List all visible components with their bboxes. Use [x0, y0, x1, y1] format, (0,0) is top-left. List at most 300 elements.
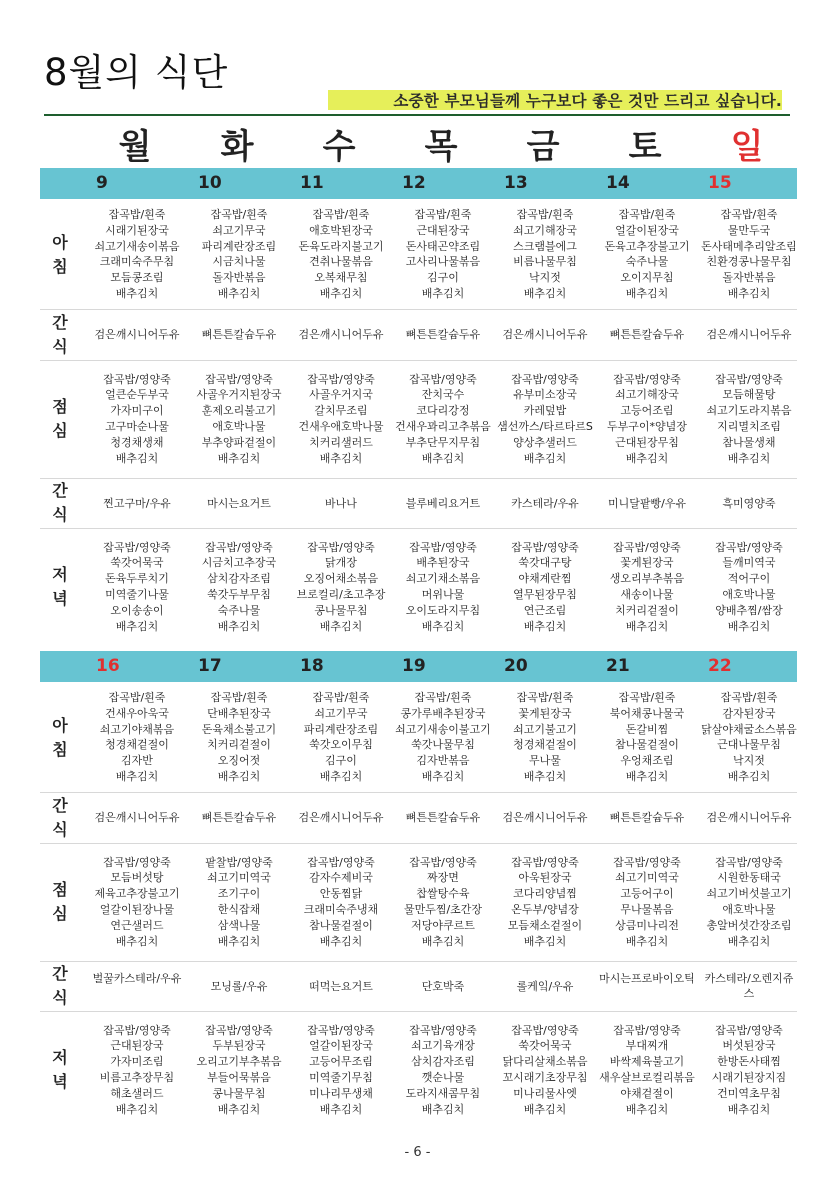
- menu-item: 잡곡밥/흰죽: [210, 208, 268, 222]
- menu-item: 잡곡밥/흰죽: [312, 208, 370, 222]
- menu-cell-snack1: 검은깨시니어두유: [298, 811, 384, 824]
- menu-item: 아욱된장국: [518, 871, 572, 885]
- meal-label-dinner: 저 녁: [52, 565, 68, 608]
- menu-item: 낙지젓: [529, 271, 561, 285]
- menu-item: 잡곡밥/흰죽: [516, 691, 574, 705]
- week-2: [40, 651, 797, 1131]
- menu-cell-snack2: 카스테라/우유: [511, 496, 579, 510]
- menu-item: 돈육채소불고기: [201, 722, 277, 736]
- menu-cell-dinner: [188, 540, 290, 635]
- menu-item: 꽃게된장국: [620, 556, 674, 570]
- menu-item: 고구마순나물: [105, 419, 169, 433]
- menu-item: 배추김치: [523, 1102, 567, 1116]
- row-divider: [40, 360, 797, 361]
- menu-item: 유부미소장국: [513, 388, 577, 402]
- menu-item: 잡곡밥/영양죽: [511, 540, 579, 554]
- menu-cell-snack2: 블루베리요거트: [405, 496, 481, 510]
- menu-item: 배추김치: [217, 770, 261, 784]
- menu-item: 애호박나물: [722, 587, 776, 601]
- menu-item: 잡곡밥/영양죽: [103, 540, 171, 554]
- menu-item: 쇠고기육개장: [411, 1039, 475, 1053]
- menu-item: 쇠고기새송이불고기: [395, 722, 491, 736]
- menu-cell-snack1: 검은깨시니어두유: [706, 328, 792, 341]
- menu-item: 잡곡밥/영양죽: [205, 1023, 273, 1037]
- menu-item: 청경채겉절이: [105, 738, 169, 752]
- menu-cell-breakfast: [188, 207, 290, 302]
- menu-item: 청경채겉절이: [513, 738, 577, 752]
- menu-item: 잡곡밥/영양죽: [103, 372, 171, 386]
- menu-cell-breakfast: [290, 690, 392, 785]
- menu-item: 배추김치: [523, 287, 567, 301]
- menu-item: 돈육두루치기: [105, 572, 169, 586]
- menu-item: 모듬콩조림: [110, 271, 164, 285]
- menu-item: 삼치감자조림: [411, 1055, 475, 1069]
- menu-item: 잡곡밥/영양죽: [307, 540, 375, 554]
- menu-item: 미역줄기무침: [309, 1070, 373, 1084]
- menu-item: 야채계란찜: [518, 572, 572, 586]
- menu-item: 무나물: [529, 754, 561, 768]
- menu-item: 배추김치: [319, 451, 363, 465]
- menu-item: 잡곡밥/흰죽: [312, 691, 370, 705]
- menu-cell-snack1: 뼈튼튼칼슘두유: [201, 328, 277, 341]
- menu-cell-dinner: [596, 540, 698, 635]
- meal-label-lunch: 점 심: [52, 880, 68, 923]
- menu-item: 배추김치: [217, 1102, 261, 1116]
- menu-item: 지리멸치조림: [717, 419, 781, 433]
- menu-item: 잡곡밥/흰죽: [210, 691, 268, 705]
- menu-cell-lunch: [188, 855, 290, 950]
- menu-item: 쑥갓어묵국: [518, 1039, 572, 1053]
- menu-item: 온두부/양념장: [511, 902, 579, 916]
- menu-item: 물만두찜/초간장: [403, 902, 483, 916]
- menu-item: 크래미숙주냉채: [303, 902, 379, 916]
- menu-cell-snack2: 마시는요거트: [207, 496, 271, 510]
- menu-item: 한식잡채: [217, 902, 261, 916]
- menu-item: 쑥갓대구탕: [518, 556, 572, 570]
- menu-item: 물만두국: [727, 223, 771, 237]
- menu-item: 팥찰밥/영양죽: [205, 855, 273, 869]
- menu-cell-snack1: 검은깨시니어두유: [94, 811, 180, 824]
- menu-item: 참나물겉절이: [615, 738, 679, 752]
- menu-cell-breakfast: [86, 690, 188, 785]
- menu-item: 배추김치: [115, 287, 159, 301]
- menu-item: 건미역초무침: [717, 1086, 781, 1100]
- menu-item: 배추김치: [421, 619, 465, 633]
- menu-item: 잡곡밥/영양죽: [511, 1023, 579, 1037]
- date-bar: [40, 651, 797, 682]
- menu-item: 연근조림: [523, 603, 567, 617]
- menu-cell-breakfast: [86, 207, 188, 302]
- menu-cell-lunch: [86, 372, 188, 467]
- menu-item: 배추김치: [727, 1102, 771, 1116]
- menu-item: 모듬채소겉절이: [507, 918, 583, 932]
- menu-item: 잡곡밥/영양죽: [307, 372, 375, 386]
- menu-cell-snack1: 검은깨시니어두유: [502, 328, 588, 341]
- menu-item: 치커리겉절이: [207, 738, 271, 752]
- date-cell: 22: [708, 656, 732, 676]
- menu-item: 쇠고기무국: [314, 706, 368, 720]
- menu-item: 코다리양념찜: [513, 887, 577, 901]
- menu-item: 배추김치: [523, 619, 567, 633]
- menu-cell-dinner: [290, 1023, 392, 1118]
- menu-item: 배추김치: [523, 770, 567, 784]
- menu-item: 배추김치: [523, 451, 567, 465]
- row-divider: [40, 843, 797, 844]
- menu-item: 쇠고기해장국: [513, 223, 577, 237]
- menu-item: 사골우거지국: [309, 388, 373, 402]
- menu-item: 연근샐러드: [110, 918, 164, 932]
- date-cell: 21: [606, 656, 630, 676]
- menu-item: 버섯된장국: [722, 1039, 776, 1053]
- menu-cell-breakfast: [596, 207, 698, 302]
- menu-item: 가자미구이: [110, 404, 164, 418]
- menu-item: 생오리부추볶음: [609, 572, 685, 586]
- menu-item: 오복채무침: [314, 271, 368, 285]
- menu-item: 우엉채조림: [620, 754, 674, 768]
- menu-item: 배추김치: [115, 619, 159, 633]
- menu-item: 배추김치: [625, 934, 669, 948]
- menu-cell-lunch: [494, 855, 596, 950]
- menu-item: 잡곡밥/흰죽: [108, 691, 166, 705]
- menu-item: 배추김치: [115, 934, 159, 948]
- menu-item: 쇠고기해장국: [615, 388, 679, 402]
- menu-item: 쑥갓오이무침: [309, 738, 373, 752]
- menu-item: 적어구이: [727, 572, 771, 586]
- menu-item: 새송이나물: [620, 587, 674, 601]
- menu-item: 시원한동태국: [717, 871, 781, 885]
- menu-item: 오징어채소볶음: [303, 572, 379, 586]
- menu-cell-snack2: 마시는프로바이오틱: [599, 972, 695, 985]
- menu-cell-snack1: 뼈튼튼칼슘두유: [609, 328, 685, 341]
- menu-item: 잡곡밥/영양죽: [409, 540, 477, 554]
- menu-item: 도라지새콤무침: [405, 1086, 481, 1100]
- menu-item: 잡곡밥/영양죽: [715, 1023, 783, 1037]
- menu-item: 배추김치: [217, 619, 261, 633]
- menu-item: 근대된장국: [416, 223, 470, 237]
- menu-cell-lunch: [290, 855, 392, 950]
- menu-item: 돈사태곤약조림: [405, 239, 481, 253]
- menu-cell-dinner: [494, 1023, 596, 1118]
- menu-item: 새우살브로컬리볶음: [599, 1070, 695, 1084]
- menu-item: 단배추된장국: [207, 706, 271, 720]
- menu-item: 훈제오리불고기: [201, 404, 277, 418]
- menu-item: 김자반: [121, 754, 153, 768]
- menu-item: 배추김치: [727, 451, 771, 465]
- menu-item: 쇠고기미역국: [207, 871, 271, 885]
- menu-item: 잡곡밥/영양죽: [613, 540, 681, 554]
- menu-item: 잡곡밥/영양죽: [613, 855, 681, 869]
- menu-cell-dinner: [494, 540, 596, 635]
- weekday-6: 일: [730, 127, 764, 167]
- menu-item: 돈사태메추리알조림: [701, 239, 797, 253]
- page-number: - 6 -: [404, 1145, 431, 1160]
- menu-item: 꽃게된장국: [518, 706, 572, 720]
- menu-item: 감자된장국: [722, 706, 776, 720]
- menu-item: 양배추찜/쌈장: [715, 603, 783, 617]
- menu-item: 배추김치: [115, 770, 159, 784]
- menu-cell-lunch: [392, 372, 494, 467]
- menu-item: 열무된장무침: [513, 587, 577, 601]
- menu-item: 잡곡밥/흰죽: [618, 691, 676, 705]
- menu-cell-snack1: 뼈튼튼칼슘두유: [609, 811, 685, 824]
- menu-item: 제육고추장불고기: [94, 887, 180, 901]
- menu-item: 배추김치: [727, 619, 771, 633]
- meal-label-lunch: 점 심: [52, 397, 68, 440]
- menu-item: 무나물볶음: [620, 902, 674, 916]
- menu-item: 애호박나물: [212, 419, 266, 433]
- menu-item: 브로컬리/초고추장: [296, 587, 386, 601]
- weekday-2: 수: [322, 127, 356, 167]
- menu-item: 두부된장국: [212, 1039, 266, 1053]
- menu-item: 바싹제육불고기: [609, 1055, 685, 1069]
- menu-item: 안동찜닭: [319, 887, 363, 901]
- menu-cell-snack2: 떠먹는요거트: [309, 979, 373, 993]
- row-divider: [40, 1011, 797, 1012]
- menu-item: 콩나물무침: [212, 1086, 266, 1100]
- menu-cell-lunch: [698, 372, 800, 467]
- menu-cell-snack2: 찐고구마/우유: [103, 496, 171, 510]
- menu-item: 배추김치: [625, 619, 669, 633]
- menu-item: 쇠고기도라지볶음: [706, 404, 792, 418]
- menu-cell-lunch: [494, 372, 596, 467]
- menu-item: 부들어묵볶음: [207, 1070, 271, 1084]
- menu-item: 들깨미역국: [722, 556, 776, 570]
- date-cell: 14: [606, 173, 630, 193]
- menu-item: 배추된장국: [416, 556, 470, 570]
- menu-item: 잡곡밥/영양죽: [307, 855, 375, 869]
- date-cell: 17: [198, 656, 222, 676]
- menu-item: 닭살야채굴소스볶음: [701, 722, 797, 736]
- menu-item: 치커리샐러드: [309, 435, 373, 449]
- meal-label-snack: 간 식: [52, 312, 68, 356]
- menu-item: 잡곡밥/흰죽: [516, 208, 574, 222]
- menu-item: 잡곡밥/영양죽: [103, 855, 171, 869]
- menu-item: 숙주나물: [625, 255, 669, 269]
- menu-item: 모듬해물탕: [722, 388, 776, 402]
- meal-label-dinner: 저 녁: [52, 1048, 68, 1091]
- menu-item: 잡곡밥/영양죽: [715, 855, 783, 869]
- menu-item: 고등어무조림: [309, 1055, 373, 1069]
- menu-cell-snack2: 흑미영양죽: [722, 496, 776, 510]
- menu-cell-dinner: [86, 540, 188, 635]
- menu-item: 스크램블에그: [513, 239, 577, 253]
- menu-cell-dinner: [698, 1023, 800, 1118]
- menu-item: 오이송송이: [110, 603, 164, 617]
- menu-item: 잡곡밥/흰죽: [108, 208, 166, 222]
- menu-item: 쑥갓두부무침: [207, 587, 271, 601]
- menu-item: 크래미숙주무침: [99, 255, 175, 269]
- menu-item: 시래기된장국: [105, 223, 169, 237]
- menu-item: 삼색나물: [217, 918, 261, 932]
- menu-item: 감자수제비국: [309, 871, 373, 885]
- row-divider: [40, 528, 797, 529]
- menu-cell-snack2: 카스테라/오렌지쥬스: [704, 972, 794, 1000]
- menu-item: 오징어젓: [217, 754, 261, 768]
- menu-item: 부대찌개: [625, 1039, 669, 1053]
- menu-item: 배추김치: [625, 451, 669, 465]
- menu-item: 조기구이: [217, 887, 261, 901]
- menu-item: 쇠고기무국: [212, 223, 266, 237]
- date-cell: 19: [402, 656, 426, 676]
- menu-item: 잡곡밥/흰죽: [720, 208, 778, 222]
- menu-item: 배추김치: [421, 451, 465, 465]
- menu-item: 쇠고기불고기: [513, 722, 577, 736]
- menu-item: 깻순나물: [421, 1070, 465, 1084]
- menu-cell-snack1: 뼈튼튼칼슘두유: [405, 328, 481, 341]
- menu-item: 고등어구이: [620, 887, 674, 901]
- menu-item: 미나리물사엣: [513, 1086, 577, 1100]
- menu-cell-dinner: [698, 540, 800, 635]
- menu-item: 미역줄기나물: [105, 587, 169, 601]
- menu-item: 친환경콩나물무침: [706, 255, 792, 269]
- menu-cell-snack1: 뼈튼튼칼슘두유: [201, 811, 277, 824]
- menu-item: 갈치무조림: [314, 404, 368, 418]
- menu-item: 잡곡밥/영양죽: [205, 372, 273, 386]
- title-underline: [44, 114, 790, 116]
- menu-item: 배추김치: [217, 287, 261, 301]
- menu-item: 배추김치: [625, 1102, 669, 1116]
- date-cell: 16: [96, 656, 120, 676]
- menu-cell-lunch: [188, 372, 290, 467]
- menu-item: 저당야쿠르트: [411, 918, 475, 932]
- menu-cell-lunch: [596, 372, 698, 467]
- menu-item: 배추김치: [421, 1102, 465, 1116]
- date-cell: 12: [402, 173, 426, 193]
- menu-cell-lunch: [290, 372, 392, 467]
- menu-cell-snack1: 검은깨시니어두유: [502, 811, 588, 824]
- menu-item: 양상추샐러드: [513, 435, 577, 449]
- menu-item: 배추김치: [523, 934, 567, 948]
- menu-cell-breakfast: [392, 207, 494, 302]
- menu-item: 배추김치: [115, 1102, 159, 1116]
- menu-item: 닭다리살채소볶음: [502, 1055, 588, 1069]
- menu-item: 배추김치: [625, 770, 669, 784]
- menu-item: 잡곡밥/영양죽: [307, 1023, 375, 1037]
- date-cell: 10: [198, 173, 222, 193]
- menu-item: 배추김치: [727, 287, 771, 301]
- meal-label-snack: 간 식: [52, 795, 68, 839]
- menu-item: 잡곡밥/영양죽: [409, 855, 477, 869]
- menu-item: 잡곡밥/영양죽: [715, 372, 783, 386]
- page-title: 8월의 식단: [44, 51, 229, 94]
- menu-item: 오이지무침: [620, 271, 674, 285]
- meal-label-snack: 간 식: [52, 481, 68, 524]
- menu-item: 한방돈사태찜: [717, 1055, 781, 1069]
- menu-item: 배추김치: [319, 1102, 363, 1116]
- menu-item: 쇠고기채소볶음: [405, 572, 481, 586]
- menu-item: 꼬시래기초장무침: [502, 1070, 588, 1084]
- menu-item: 낙지젓: [733, 754, 765, 768]
- menu-cell-snack1: 뼈튼튼칼슘두유: [405, 811, 481, 824]
- menu-item: 삼치감자조림: [207, 572, 271, 586]
- menu-item: 쇠고기새송이볶음: [94, 239, 180, 253]
- menu-item: 상큼미나리전: [615, 918, 679, 932]
- menu-item: 시금치고추장국: [201, 556, 277, 570]
- menu-item: 부추단무지무침: [405, 435, 481, 449]
- menu-item: 찹쌀탕수육: [416, 887, 470, 901]
- menu-item: 고사리나물볶음: [405, 255, 481, 269]
- menu-item: 잡곡밥/영양죽: [613, 372, 681, 386]
- menu-cell-breakfast: [188, 690, 290, 785]
- menu-item: 쇠고기미역국: [615, 871, 679, 885]
- menu-cell-lunch: [86, 855, 188, 950]
- meal-label-breakfast: 아 침: [52, 715, 68, 759]
- menu-item: 사골우거지된장국: [196, 388, 282, 402]
- menu-cell-lunch: [698, 855, 800, 950]
- menu-item: 얼갈이된장나물: [99, 902, 175, 916]
- menu-cell-breakfast: [494, 207, 596, 302]
- date-cell: 9: [96, 173, 108, 193]
- menu-item: 근대된장국: [110, 1039, 164, 1053]
- menu-item: 콩가루배추된장국: [400, 706, 486, 720]
- menu-item: 얼갈이된장국: [309, 1039, 373, 1053]
- menu-cell-snack2: 바나나: [325, 496, 357, 510]
- menu-item: 가자미조림: [110, 1055, 164, 1069]
- menu-item: 참나물겉절이: [309, 918, 373, 932]
- menu-cell-snack2: 모닝롤/우유: [210, 979, 268, 993]
- menu-item: 미나리무생채: [309, 1086, 373, 1100]
- menu-item: 잡곡밥/흰죽: [720, 691, 778, 705]
- date-cell: 13: [504, 173, 528, 193]
- menu-item: 쑥갓나물무침: [411, 738, 475, 752]
- menu-item: 잡곡밥/영양죽: [511, 855, 579, 869]
- menu-item: 모듬버섯탕: [110, 871, 164, 885]
- menu-item: 쇠고기버섯불고기: [706, 887, 792, 901]
- menu-item: 짜장면: [427, 871, 459, 885]
- meal-label-snack: 간 식: [52, 964, 68, 1007]
- subtitle-banner: 소중한 부모님들께 누구보다 좋은 것만 드리고 싶습니다.: [328, 90, 782, 110]
- menu-item: 부추양파겉절이: [201, 435, 277, 449]
- menu-item: 김자반볶음: [416, 754, 470, 768]
- menu-item: 애호박된장국: [309, 223, 373, 237]
- menu-cell-breakfast: [698, 207, 800, 302]
- menu-item: 잡곡밥/영양죽: [715, 540, 783, 554]
- menu-cell-snack2: 롤케잌/우유: [516, 979, 574, 993]
- menu-item: 파리계란장조림: [303, 722, 379, 736]
- menu-item: 두부구이*양념장: [607, 419, 687, 433]
- menu-item: 건새우아욱국: [105, 706, 169, 720]
- menu-cell-dinner: [392, 1023, 494, 1118]
- row-divider: [40, 309, 797, 310]
- menu-cell-lunch: [596, 855, 698, 950]
- menu-item: 잡곡밥/영양죽: [409, 1023, 477, 1037]
- menu-cell-dinner: [86, 1023, 188, 1118]
- menu-cell-dinner: [596, 1023, 698, 1118]
- menu-item: 코다리강정: [416, 404, 470, 418]
- menu-item: 잔치국수: [421, 388, 465, 402]
- date-cell: 18: [300, 656, 324, 676]
- menu-item: 고등어조림: [620, 404, 674, 418]
- row-divider: [40, 478, 797, 479]
- weekday-header: [40, 127, 797, 167]
- menu-cell-dinner: [290, 540, 392, 635]
- menu-cell-snack2: 단호박죽: [421, 979, 465, 993]
- menu-item: 돈육도라지불고기: [298, 239, 384, 253]
- menu-item: 잡곡밥/영양죽: [205, 540, 273, 554]
- weekday-4: 금: [526, 127, 560, 167]
- menu-item: 오리고기부추볶음: [196, 1055, 282, 1069]
- menu-item: 머위나물: [421, 587, 465, 601]
- menu-cell-snack1: 검은깨시니어두유: [298, 328, 384, 341]
- date-bar: [40, 168, 797, 199]
- menu-item: 닭개장: [325, 556, 357, 570]
- menu-item: 잡곡밥/영양죽: [511, 372, 579, 386]
- menu-cell-breakfast: [392, 690, 494, 785]
- date-cell: 20: [504, 656, 528, 676]
- menu-item: 쑥갓어묵국: [110, 556, 164, 570]
- menu-item: 얼갈이된장국: [615, 223, 679, 237]
- date-cell: 15: [708, 173, 732, 193]
